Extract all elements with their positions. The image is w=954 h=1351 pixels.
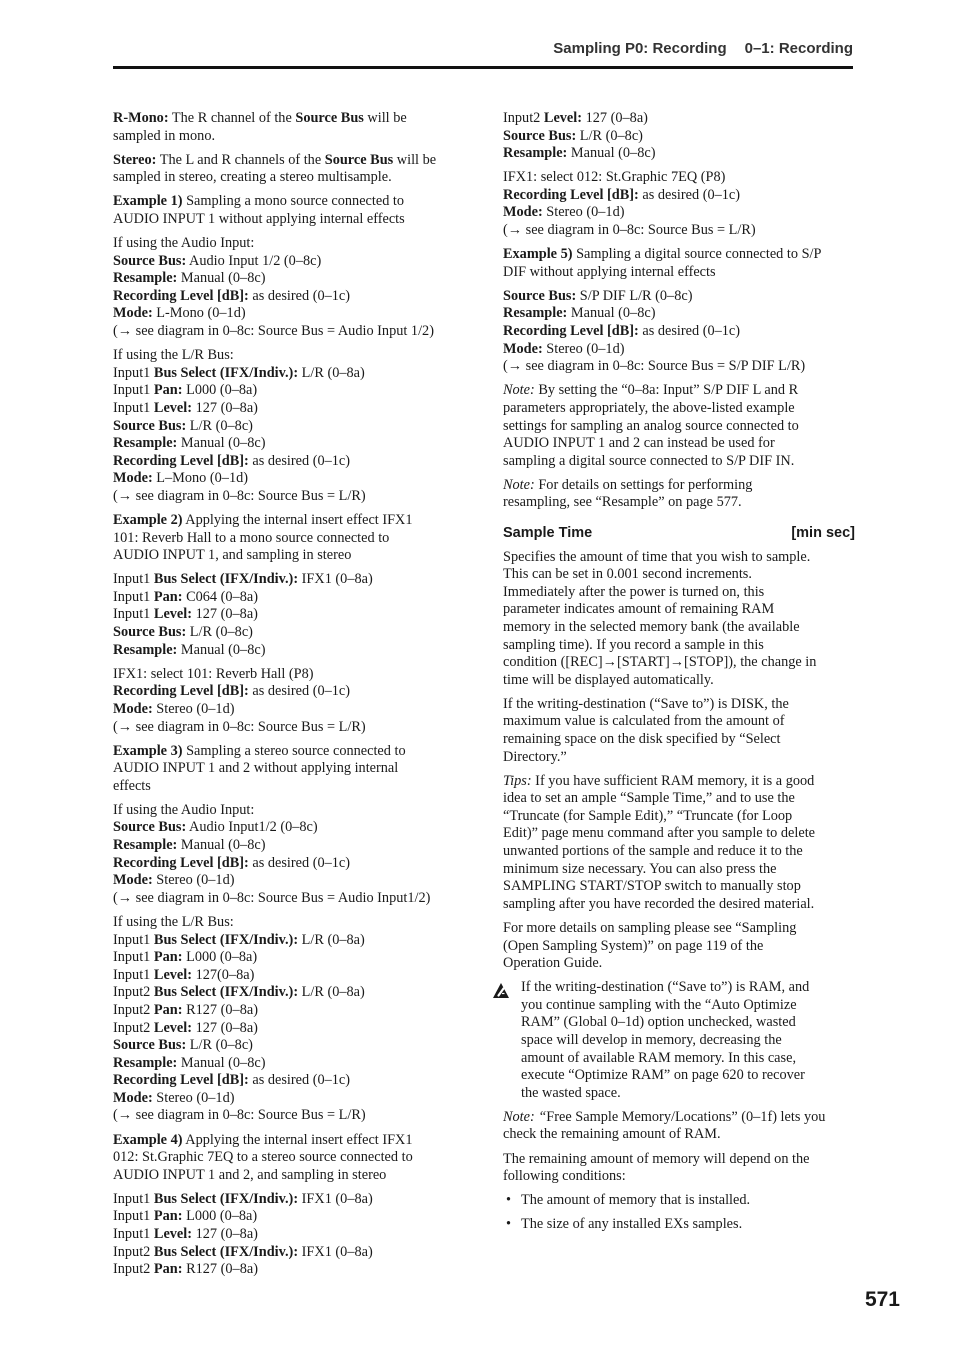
setting-line <box>113 719 468 737</box>
header-rule <box>113 66 853 69</box>
block-intro: If using the L/R Bus: <box>113 913 234 930</box>
example-text: AUDIO INPUT 1, and sampling in stereo <box>113 547 352 564</box>
stereo-paragraph <box>113 152 468 187</box>
setting-label: Mode: <box>113 470 153 487</box>
setting-line <box>113 488 468 506</box>
setting-label: Resample: <box>113 435 178 452</box>
setting-value: L-Mono (0–1d) <box>152 305 246 322</box>
text-line: If the writing-destination (“Save to”) is RAM, and <box>521 979 810 996</box>
settings-block <box>113 347 468 505</box>
setting-line <box>113 1208 468 1226</box>
block-intro: If using the Audio Input: <box>113 235 255 252</box>
setting-value: L000 (0–8a) <box>182 1208 258 1225</box>
setting-value: Manual (0–8c) <box>177 270 266 287</box>
example-text: 012: St.Graphic 7EQ to a stereo source connected to <box>113 1149 413 1166</box>
setting-prefix: Input1 <box>113 364 154 381</box>
setting-line <box>503 128 855 146</box>
text-line: condition ([REC]→[START]→[STOP]), the change in <box>503 654 817 671</box>
stereo-text: The L and R channels of the <box>156 151 325 168</box>
rmono-text: The R channel of the <box>168 110 296 126</box>
setting-line <box>503 341 855 359</box>
setting-label: Mode: <box>503 340 543 357</box>
note-line <box>503 477 855 495</box>
text-line: If the writing-destination (“Save to”) is DISK, the <box>503 695 789 712</box>
settings-block <box>503 169 855 239</box>
tips-paragraph <box>503 773 855 914</box>
setting-line <box>113 819 468 837</box>
setting-prefix: Input1 <box>113 1226 154 1243</box>
setting-label: Mode: <box>113 872 153 889</box>
setting-line <box>113 470 468 488</box>
setting-line <box>113 288 468 306</box>
setting-label: Resample: <box>113 270 178 287</box>
setting-line <box>113 453 468 471</box>
setting-label: Bus Select (IFX/Indiv.): <box>153 1243 299 1260</box>
setting-value: as desired (0–1c) <box>248 683 351 700</box>
text-line: remaining space on the disk specified by “Select <box>503 731 781 747</box>
setting-line <box>113 606 468 624</box>
setting-value: L/R (0–8c) <box>186 1037 253 1054</box>
setting-label: Source Bus: <box>503 287 577 304</box>
setting-label: Level: <box>153 1019 193 1036</box>
settings-block <box>503 110 855 163</box>
text-line: Operation Guide. <box>503 955 603 972</box>
setting-prefix: Input1 <box>113 399 154 416</box>
setting-label: Pan: <box>153 1261 183 1278</box>
setting-value: L/R (0–8c) <box>576 127 643 144</box>
stereo-text-2: will be <box>393 151 437 168</box>
setting-label: Bus Select (IFX/Indiv.): <box>153 984 299 1001</box>
setting-prefix: Input2 <box>113 1001 154 1018</box>
settings-block <box>113 571 468 659</box>
setting-value: IFX1 (0–8a) <box>298 571 373 588</box>
setting-value: Manual (0–8c) <box>177 1054 266 1071</box>
setting-value: (→ see diagram in 0–8c: Source Bus = L/R) <box>503 222 756 239</box>
setting-value: Stereo (0–1d) <box>152 872 235 889</box>
setting-line <box>113 1261 468 1279</box>
setting-value: (→ see diagram in 0–8c: Source Bus = Audio Input 1/2) <box>113 323 434 340</box>
text-line: space will develop in memory, decreasing the <box>521 1032 782 1048</box>
setting-line <box>113 872 468 890</box>
warning-paragraph <box>503 979 855 1102</box>
setting-line <box>113 984 468 1002</box>
setting-label: Pan: <box>153 1208 183 1225</box>
note-line <box>503 382 855 400</box>
setting-line <box>113 932 468 950</box>
example-text: Applying the internal insert effect IFX1 <box>182 1131 413 1148</box>
sample-time-heading <box>503 525 855 543</box>
note-paragraph <box>503 1109 855 1144</box>
note-line: AUDIO INPUT 1 and 2 can instead be used for <box>503 435 775 452</box>
setting-value: (→ see diagram in 0–8c: Source Bus = L/R) <box>113 1107 366 1124</box>
setting-value: 127 (0–8a) <box>192 399 258 416</box>
rmono-line2: sampled in mono. <box>113 127 216 144</box>
setting-value: L/R (0–8a) <box>298 984 365 1001</box>
block-intro: If using the L/R Bus: <box>113 347 234 364</box>
example-3-heading <box>113 743 468 796</box>
left-column <box>113 110 468 1285</box>
setting-value: (→ see diagram in 0–8c: Source Bus = S/P DIF L/R) <box>503 358 806 375</box>
example-text: 101: Reverb Hall to a mono source connected to <box>113 529 390 546</box>
setting-prefix: Input1 <box>113 931 154 948</box>
setting-prefix: Input2 <box>503 110 544 126</box>
body-paragraph <box>503 549 855 690</box>
setting-value: L/R (0–8c) <box>186 417 253 434</box>
setting-prefix: Input1 <box>113 966 154 983</box>
setting-line <box>503 187 855 205</box>
setting-value: Audio Input 1/2 (0–8c) <box>186 252 322 269</box>
text-line: amount of available RAM memory. In this case, <box>521 1049 797 1066</box>
setting-line <box>113 382 468 400</box>
note-line: settings for sampling an analog source connected to <box>503 417 799 434</box>
settings-block <box>113 235 468 341</box>
settings-block <box>113 666 468 736</box>
body-paragraph <box>503 696 855 766</box>
note-line: sampling a digital source connected to S/P DIF IN. <box>503 452 795 469</box>
setting-line <box>503 145 855 163</box>
stereo-bus: Source Bus <box>324 151 394 168</box>
setting-value: C064 (0–8a) <box>182 588 258 605</box>
example-text: AUDIO INPUT 1 and 2, and sampling in stereo <box>113 1166 387 1183</box>
setting-line <box>113 253 468 271</box>
setting-line <box>113 400 468 418</box>
note-line: parameters appropriately, the above-listed example <box>503 399 795 416</box>
setting-label: Pan: <box>153 1001 183 1018</box>
setting-prefix: Input1 <box>113 1190 154 1207</box>
conditions-list <box>503 1192 855 1234</box>
setting-value: Audio Input1/2 (0–8c) <box>186 819 318 836</box>
setting-line <box>113 642 468 660</box>
header-section: Sampling P0: Recording <box>553 40 727 57</box>
setting-line <box>113 589 468 607</box>
setting-value: IFX1 (0–8a) <box>298 1190 373 1207</box>
list-item: • The amount of memory that is installed. <box>503 1192 855 1210</box>
setting-line <box>503 288 855 306</box>
setting-label: Recording Level [dB]: <box>113 683 249 700</box>
note-text: For details on settings for performing <box>534 476 753 493</box>
setting-line <box>113 890 468 908</box>
setting-value: L000 (0–8a) <box>182 382 258 399</box>
setting-line <box>113 1002 468 1020</box>
example-text: AUDIO INPUT 1 and 2 without applying internal <box>113 760 399 777</box>
setting-line <box>113 305 468 323</box>
text-line: sampling time). If you record a sample in this <box>503 636 764 653</box>
example-1-heading <box>113 193 468 228</box>
setting-label: Resample: <box>113 1054 178 1071</box>
setting-line <box>113 1090 468 1108</box>
page-number: 571 <box>864 1288 900 1311</box>
setting-line <box>113 418 468 436</box>
setting-label: Recording Level [dB]: <box>503 323 639 340</box>
setting-value: as desired (0–1c) <box>248 854 351 871</box>
setting-label: Source Bus: <box>113 252 187 269</box>
header-page: 0–1: Recording <box>744 40 853 57</box>
text-line: For more details on sampling please see “Sampling <box>503 919 797 936</box>
example-5-heading <box>503 246 855 281</box>
note-text: By setting the “0–8a: Input” S/P DIF L and R <box>534 382 799 399</box>
setting-value: 127 (0–8a) <box>192 1226 258 1243</box>
setting-value: Manual (0–8c) <box>567 305 656 322</box>
setting-value: (→ see diagram in 0–8c: Source Bus = L/R) <box>113 718 366 735</box>
setting-line <box>503 358 855 376</box>
setting-label: Source Bus: <box>113 624 187 641</box>
example-label: Example 4) <box>113 1131 183 1148</box>
setting-value: Stereo (0–1d) <box>152 700 235 717</box>
setting-value: L000 (0–8a) <box>182 949 258 966</box>
note-paragraph <box>503 477 855 512</box>
example-label: Example 2) <box>113 511 183 528</box>
setting-line <box>113 571 468 589</box>
setting-prefix: Input1 <box>113 949 154 966</box>
block-intro: IFX1: select 101: Reverb Hall (P8) <box>113 665 314 682</box>
text-line: the wasted space. <box>521 1084 621 1101</box>
setting-label: Source Bus: <box>113 1037 187 1054</box>
setting-prefix: Input2 <box>113 1243 154 1260</box>
setting-label: Mode: <box>503 204 543 221</box>
text-line: The remaining amount of memory will depend on the <box>503 1150 810 1167</box>
warning-text <box>521 979 855 1102</box>
block-intro: IFX1: select 012: St.Graphic 7EQ (P8) <box>503 169 726 186</box>
setting-value: IFX1 (0–8a) <box>298 1243 373 1260</box>
example-text: DIF without applying internal effects <box>503 263 716 280</box>
text-line: RAM” (Global 0–1d) option unchecked, wasted <box>521 1014 796 1031</box>
note-line: Edit)” page menu command after you sample to delete <box>503 825 816 842</box>
running-header <box>113 40 853 64</box>
setting-prefix: Input1 <box>113 1208 154 1225</box>
setting-label: Source Bus: <box>113 819 187 836</box>
setting-prefix: Input2 <box>113 984 154 1001</box>
setting-label: Level: <box>153 966 193 983</box>
setting-prefix: Input1 <box>113 588 154 605</box>
setting-line <box>503 323 855 341</box>
setting-line <box>113 1107 468 1125</box>
example-text: effects <box>113 777 151 794</box>
setting-label: Mode: <box>113 1089 153 1106</box>
example-2-heading <box>113 512 468 565</box>
setting-value: Manual (0–8c) <box>177 435 266 452</box>
note-line: unwanted portions of the sample and reduce it to the <box>503 843 803 860</box>
setting-label: Mode: <box>113 700 153 717</box>
text-line: (Open Sampling System)” on page 119 of the <box>503 937 764 954</box>
setting-line <box>503 305 855 323</box>
note-line <box>503 773 855 791</box>
settings-block <box>113 802 468 908</box>
setting-value: L/R (0–8c) <box>186 624 253 641</box>
setting-line <box>113 270 468 288</box>
setting-label: Mode: <box>113 305 153 322</box>
setting-line <box>113 323 468 341</box>
setting-line <box>113 365 468 383</box>
note-line: resampling, see “Resample” on page 577. <box>503 494 742 511</box>
note-text: If you have sufficient RAM memory, it is a good <box>531 772 815 789</box>
setting-label: Pan: <box>153 588 183 605</box>
setting-line <box>503 204 855 222</box>
setting-value: 127 (0–8a) <box>192 606 258 623</box>
note-line: SAMPLING START/STOP switch to manually stop <box>503 878 801 895</box>
example-text: Sampling a stereo source connected to <box>182 742 406 759</box>
setting-line <box>503 110 855 128</box>
setting-value: Stereo (0–1d) <box>542 340 625 357</box>
body-paragraph <box>503 920 855 973</box>
setting-label: Level: <box>153 399 193 416</box>
example-text: Sampling a mono source connected to <box>182 193 405 210</box>
example-label: Example 3) <box>113 742 183 759</box>
note-line: minimum size necessary. You can also press the <box>503 860 777 877</box>
example-label: Example 5) <box>503 246 573 263</box>
setting-line <box>113 701 468 719</box>
setting-label: Pan: <box>153 382 183 399</box>
setting-value: L/R (0–8a) <box>298 931 365 948</box>
note-label: Tips: <box>503 772 532 789</box>
setting-prefix: Input2 <box>113 1019 154 1036</box>
setting-label: Bus Select (IFX/Indiv.): <box>153 931 299 948</box>
setting-line <box>113 855 468 873</box>
setting-value: as desired (0–1c) <box>638 323 741 340</box>
setting-label: Bus Select (IFX/Indiv.): <box>153 1190 299 1207</box>
block-intro: If using the Audio Input: <box>113 801 255 818</box>
settings-block <box>503 288 855 376</box>
setting-label: Source Bus: <box>113 417 187 434</box>
setting-value: (→ see diagram in 0–8c: Source Bus = L/R) <box>113 487 366 504</box>
setting-prefix: Input1 <box>113 382 154 399</box>
setting-label: Bus Select (IFX/Indiv.): <box>153 364 299 381</box>
setting-value: Stereo (0–1d) <box>542 204 625 221</box>
setting-value: 127 (0–8a) <box>582 110 648 126</box>
text-line: This can be set in 0.001 second increments. <box>503 566 752 583</box>
setting-label: Recording Level [dB]: <box>113 854 249 871</box>
setting-line <box>503 222 855 240</box>
note-label: Note: <box>503 382 535 399</box>
setting-line <box>113 683 468 701</box>
setting-label: Source Bus: <box>503 127 577 144</box>
setting-label: Level: <box>153 606 193 623</box>
setting-value: (→ see diagram in 0–8c: Source Bus = Audio Input1/2) <box>113 889 431 906</box>
setting-value: Stereo (0–1d) <box>152 1089 235 1106</box>
setting-value: Manual (0–8c) <box>177 641 266 658</box>
setting-line <box>113 1191 468 1209</box>
setting-value: as desired (0–1c) <box>248 452 351 469</box>
setting-value: Manual (0–8c) <box>567 145 656 162</box>
setting-value: as desired (0–1c) <box>248 287 351 304</box>
setting-prefix: Input1 <box>113 571 154 588</box>
example-text: AUDIO INPUT 1 without applying internal effects <box>113 210 405 227</box>
setting-label: Pan: <box>153 949 183 966</box>
setting-value: R127 (0–8a) <box>182 1261 258 1278</box>
setting-line <box>113 624 468 642</box>
text-line: you continue sampling with the “Auto Optimize <box>521 996 797 1013</box>
note-line <box>503 1109 855 1127</box>
setting-value: as desired (0–1c) <box>638 186 741 203</box>
note-label: Note: “ <box>503 1108 547 1125</box>
setting-line <box>113 1020 468 1038</box>
setting-value: as desired (0–1c) <box>248 1072 351 1089</box>
text-line: following conditions: <box>503 1168 626 1185</box>
setting-label: Level: <box>153 1226 193 1243</box>
setting-label: Recording Level [dB]: <box>113 452 249 469</box>
note-line: idea to set an ample “Sample Time,” and to use the <box>503 790 795 807</box>
setting-label: Resample: <box>503 145 568 162</box>
setting-line <box>113 1226 468 1244</box>
note-label: Note: <box>503 476 535 493</box>
settings-block <box>113 1191 468 1279</box>
setting-value: L–Mono (0–1d) <box>152 470 249 487</box>
setting-line <box>113 967 468 985</box>
setting-label: Bus Select (IFX/Indiv.): <box>153 571 299 588</box>
example-4-heading <box>113 1132 468 1185</box>
setting-value: 127(0–8a) <box>192 966 255 983</box>
rmono-paragraph <box>113 110 468 145</box>
section-title: Sample Time <box>503 524 593 541</box>
list-item: • The size of any installed EXs samples. <box>503 1216 855 1234</box>
text-line: Directory.” <box>503 748 567 765</box>
setting-label: Resample: <box>113 837 178 854</box>
rmono-bus: Source Bus <box>295 110 364 126</box>
setting-prefix: Input2 <box>113 1261 154 1278</box>
text-line: maximum value is calculated from the amount of <box>503 713 785 730</box>
text-line: Immediately after the power is turned on, this <box>503 583 765 600</box>
note-line: “Truncate (for Sample Edit),” “Truncate (for Loop <box>503 807 793 824</box>
setting-line <box>113 1244 468 1262</box>
stereo-label: Stereo: <box>113 151 157 168</box>
body-paragraph <box>503 1151 855 1186</box>
section-unit: [min sec] <box>791 524 855 541</box>
setting-label: Recording Level [dB]: <box>503 186 639 203</box>
setting-value: R127 (0–8a) <box>182 1001 258 1018</box>
setting-line <box>113 1037 468 1055</box>
setting-line <box>113 837 468 855</box>
setting-value: Manual (0–8c) <box>177 837 266 854</box>
setting-label: Recording Level [dB]: <box>113 1072 249 1089</box>
note-line: check the remaining amount of RAM. <box>503 1126 721 1143</box>
example-text: Sampling a digital source connected to S/P <box>572 246 822 263</box>
setting-label: Recording Level [dB]: <box>113 287 249 304</box>
setting-value: L/R (0–8a) <box>298 364 365 381</box>
setting-label: Level: <box>543 110 583 126</box>
text-line: time will be displayed automatically. <box>503 671 714 688</box>
warning-icon <box>491 981 511 999</box>
setting-line <box>113 1072 468 1090</box>
note-line: sampling after you have recorded the desired material. <box>503 895 815 912</box>
note-paragraph <box>503 382 855 470</box>
text-line: parameter indicates amount of remaining RAM <box>503 601 775 618</box>
settings-block <box>113 914 468 1125</box>
text-line: Specifies the amount of time that you wish to sample. <box>503 548 811 565</box>
setting-value: S/P DIF L/R (0–8c) <box>576 287 693 304</box>
example-label: Example 1) <box>113 193 183 210</box>
setting-prefix: Input1 <box>113 606 154 623</box>
setting-line <box>113 949 468 967</box>
setting-label: Resample: <box>113 641 178 658</box>
setting-value: 127 (0–8a) <box>192 1019 258 1036</box>
note-text: Free Sample Memory/Locations” (0–1f) lets you <box>546 1108 826 1125</box>
setting-line <box>113 435 468 453</box>
example-text: Applying the internal insert effect IFX1 <box>182 511 413 528</box>
rmono-label: R-Mono: <box>113 110 169 126</box>
text-line: memory in the selected memory bank (the available <box>503 618 800 635</box>
right-column <box>503 110 855 1240</box>
setting-line <box>113 1055 468 1073</box>
rmono-text-2: will be <box>363 110 407 126</box>
stereo-line2: sampled in stereo, creating a stereo multisample. <box>113 169 392 186</box>
setting-label: Resample: <box>503 305 568 322</box>
text-line: execute “Optimize RAM” on page 620 to recover <box>521 1067 805 1084</box>
